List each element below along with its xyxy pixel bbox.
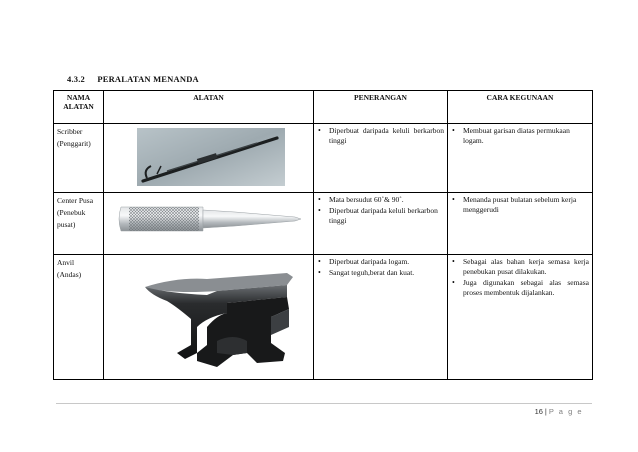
header-nama-alatan — [54, 91, 104, 124]
tool-name: Anvil — [57, 258, 75, 267]
scriber-tool-photo-icon — [107, 126, 317, 188]
penerangan-cell — [314, 124, 448, 193]
section-title: PERALATAN MENANDA — [97, 74, 199, 84]
penerangan-item: • Sangat teguh,berat dan kuat. — [318, 268, 415, 277]
penerangan-item: • Diperbuat daripada keluli berkarbon tinggi — [318, 126, 444, 145]
kegunaan-cell — [448, 124, 593, 193]
table-row — [54, 193, 593, 255]
table-row — [54, 124, 593, 193]
tool-name-cell — [54, 193, 104, 255]
header-alatan: ALATAN — [104, 91, 314, 124]
tool-name-alt-2: pusat) — [57, 220, 76, 229]
penerangan-item: • Mata bersudut 60˚& 90˚. — [318, 195, 404, 204]
kegunaan-item: • Juga digunakan sebagai alas semasa proses membentuk dijalankan. — [452, 278, 589, 297]
tool-name-cell — [54, 255, 104, 380]
tool-image-cell — [104, 124, 314, 193]
tool-name-alt: (Penebuk — [57, 208, 86, 217]
penerangan-cell — [314, 255, 448, 380]
anvil-photo-icon — [107, 257, 317, 375]
kegunaan-item: • Menanda pusat bulatan sebelum kerja menggerudi — [452, 195, 577, 214]
tool-image-cell — [104, 255, 314, 380]
tool-name-alt: (Andas) — [57, 270, 82, 279]
footer-divider — [56, 403, 592, 404]
footer-separator: | — [544, 407, 547, 416]
tools-table — [53, 90, 593, 380]
kegunaan-cell — [448, 193, 593, 255]
page-footer — [535, 407, 583, 416]
center-punch-photo-icon — [107, 195, 317, 250]
tool-name: Center Pusa — [57, 196, 94, 205]
header-penerangan: PENERANGAN — [314, 91, 448, 124]
page-label: P a g e — [548, 407, 583, 416]
page-number: 16 — [534, 407, 543, 416]
penerangan-item: • Diperbuat daripada keluli berkarbon tinggi — [318, 206, 438, 225]
tool-name-cell — [54, 124, 104, 193]
table-row — [54, 255, 593, 380]
penerangan-cell — [314, 193, 448, 255]
section-number: 4.3.2 — [67, 74, 85, 84]
kegunaan-cell — [448, 255, 593, 380]
tool-name: Scribber — [57, 127, 83, 136]
header-nama-line1: NAMA — [66, 93, 91, 102]
kegunaan-item: • Membuat garisan diatas permukaan logam. — [452, 126, 570, 145]
tool-name-alt: (Penggarit) — [57, 139, 91, 148]
header-cara-kegunaan: CARA KEGUNAAN — [448, 91, 593, 124]
table-header-row — [54, 91, 593, 124]
penerangan-item: • Diperbuat daripada logam. — [318, 257, 410, 266]
header-nama-line2: ALATAN — [63, 102, 94, 111]
kegunaan-item: • Sebagai alas bahan kerja semasa kerja penebukan pusat dilakukan. — [452, 257, 589, 276]
tool-image-cell — [104, 193, 314, 255]
section-heading — [67, 74, 199, 84]
